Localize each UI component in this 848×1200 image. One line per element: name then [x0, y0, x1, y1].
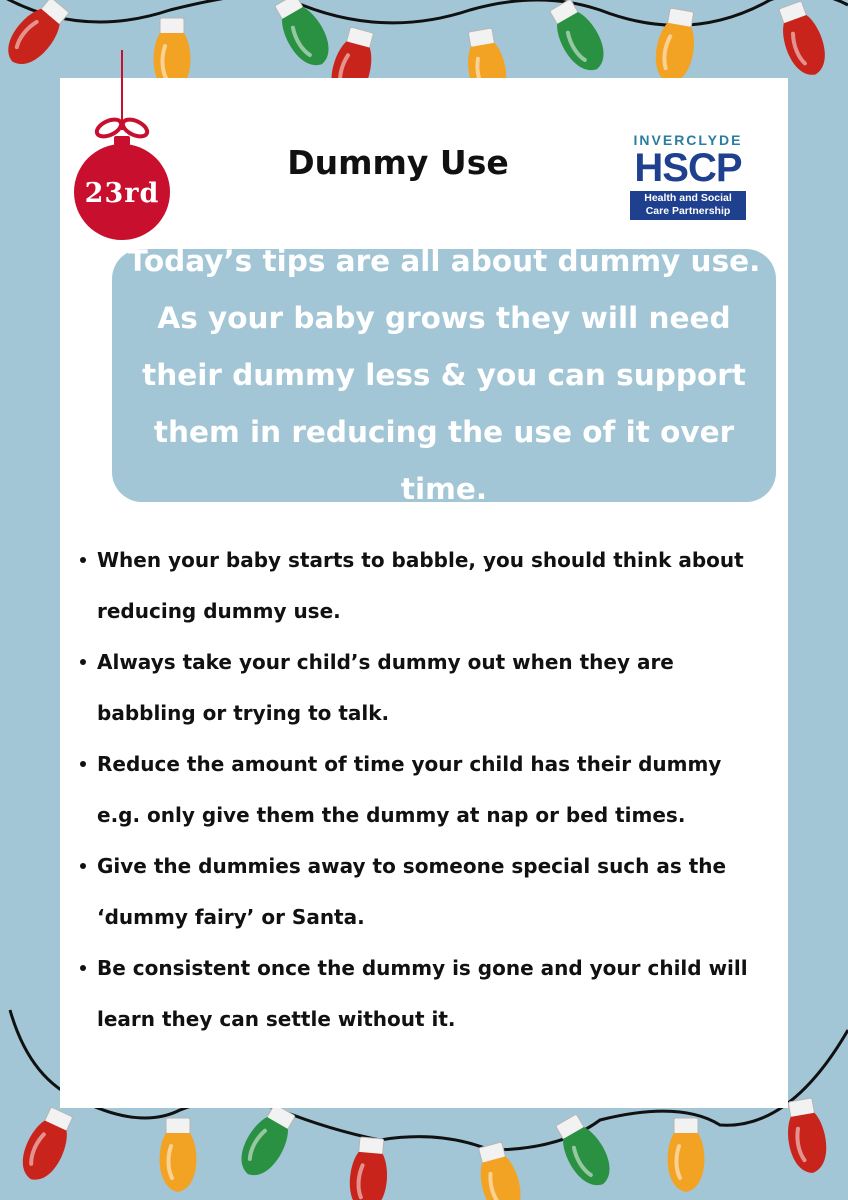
intro-text: Today’s tips are all about dummy use. As your baby grows they will need their dummy less & you can support them in reducing the use of it over time. [127, 244, 761, 506]
bulb-icon [550, 1111, 619, 1194]
bauble-ornament-icon [62, 50, 182, 250]
tips-list [78, 535, 768, 1045]
logo-acronym: HSCP [634, 146, 742, 190]
bulb-icon [782, 1097, 831, 1176]
bulb-icon [668, 1118, 705, 1192]
page-title: Dummy Use [287, 143, 509, 182]
bullet-icon [80, 761, 86, 767]
list-item [78, 739, 768, 841]
list-item [78, 535, 768, 637]
day-label: 23rd [84, 178, 160, 209]
tip-text: Always take your child’s dummy out when they are babbling or trying to talk. [97, 650, 674, 725]
bullet-icon [80, 557, 86, 563]
logo-org-name: INVERCLYDE [633, 132, 743, 148]
bullet-icon [80, 863, 86, 869]
bulb-icon [773, 0, 833, 81]
bulb-icon [160, 1118, 197, 1192]
logo-tagline [630, 191, 746, 220]
bulb-icon [269, 0, 338, 73]
bullet-icon [80, 659, 86, 665]
bulb-icon [347, 1136, 390, 1200]
bulb-icon [651, 7, 700, 86]
intro-callout [112, 244, 776, 506]
list-item [78, 637, 768, 739]
logo-tagline-line2: Care Partnership [645, 205, 731, 217]
tip-text: When your baby starts to babble, you should think about reducing dummy use. [97, 548, 744, 623]
bulb-icon [14, 1104, 79, 1187]
list-item [78, 943, 768, 1045]
tip-text: Give the dummies away to someone special such as the ‘dummy fairy’ or Santa. [97, 854, 727, 929]
tip-text: Be consistent once the dummy is gone and your child will learn they can settle without it. [97, 956, 748, 1031]
logo-tagline-line1: Health and Social [644, 192, 732, 204]
hscp-logo [618, 100, 758, 232]
tip-text: Reduce the amount of time your child has their dummy e.g. only give them the dummy at nap or bed times. [97, 752, 722, 827]
list-item [78, 841, 768, 943]
bullet-icon [80, 965, 86, 971]
bulb-icon [232, 1101, 301, 1184]
